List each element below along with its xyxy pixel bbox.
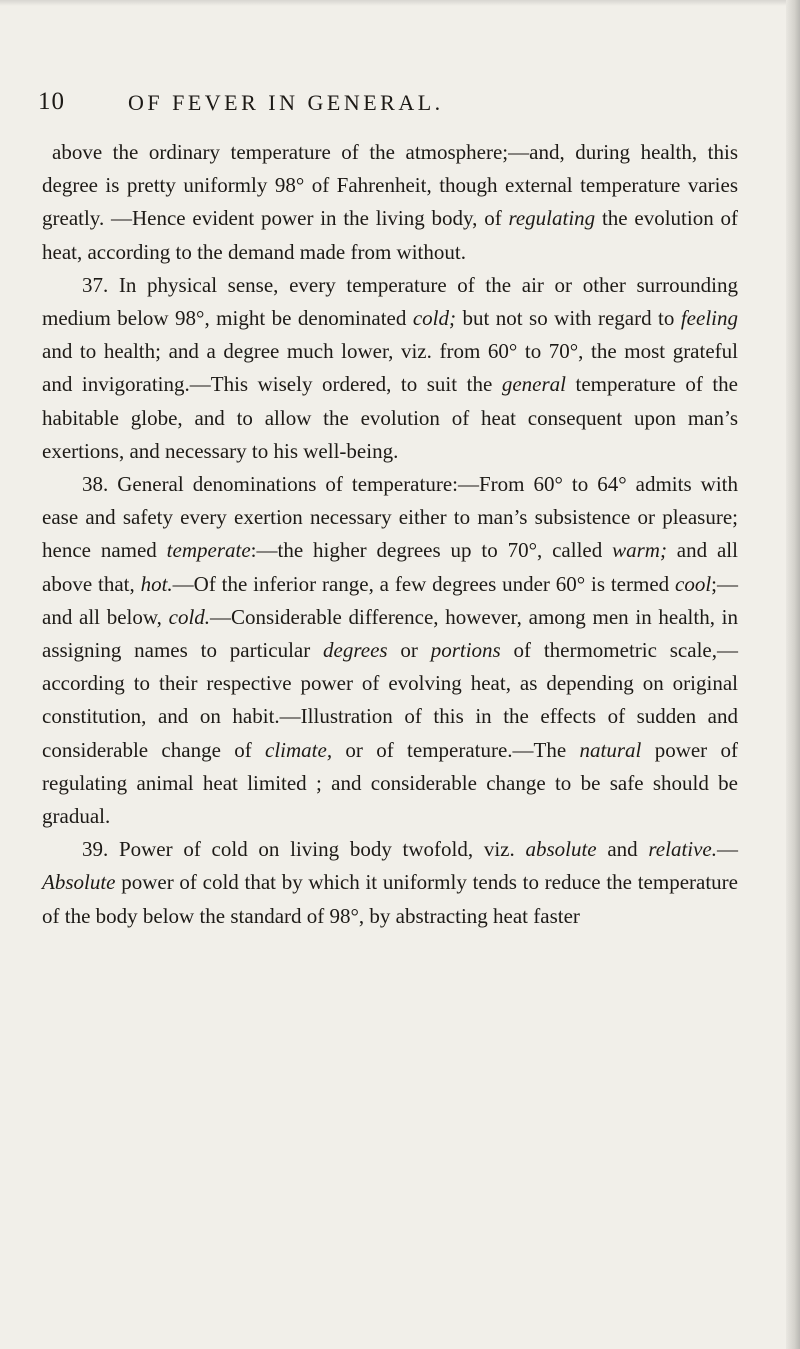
italic-text: relative. (648, 837, 717, 862)
text-run: — (717, 837, 738, 862)
italic-text: hot. (140, 571, 173, 596)
italic-text: climate, (265, 737, 333, 762)
text-run: temperature of the habitable globe, and to allow the evolution of heat consequent upon man’s exertions, and necessary to his well-being. (42, 372, 739, 463)
text-run: and (596, 837, 649, 862)
text-run: and to health; and a degree much lower, viz. from 60° to 70°, the most grateful and invigorating.—This wisely ordered, to suit the (42, 339, 738, 397)
italic-text: cool (675, 571, 712, 596)
text-run: or of temperature.—The (332, 737, 580, 762)
text-run: above the ordinary temperature of the atmosphere;—and, during health, this degree is pretty uniformly 98° of Fahrenheit, though external temperature varies greatly. —Hence evident power in the living body, of (42, 140, 738, 231)
italic-text: absolute (525, 837, 597, 862)
italic-text: degrees (323, 638, 388, 663)
page-right-edge (786, 0, 800, 1349)
text-run: :—the higher degrees up to 70°, called (250, 538, 613, 563)
italic-text: regulating (508, 206, 596, 231)
text-run: power of regulating animal heat limited ; and considerable change to be safe should be gradual. (42, 737, 738, 829)
page-top-edge (0, 0, 800, 6)
running-title: OF FEVER IN GENERAL. (128, 90, 444, 115)
text-run: but not so with regard to (456, 306, 681, 331)
body-text (42, 136, 738, 933)
italic-text: natural (579, 737, 642, 762)
italic-text: cold. (168, 604, 211, 629)
paragraph-38 (42, 468, 738, 833)
text-run: power of cold that by which it uniformly tends to reduce the temperature of the body below the standard of 98°, by abstracting heat faster (42, 870, 738, 928)
paragraph-39 (42, 833, 738, 933)
text-run: the evolution of heat, according to the demand made from without. (42, 206, 738, 264)
italic-text: feeling (680, 306, 738, 331)
italic-text: Absolute (42, 870, 116, 895)
text-run: —Of the inferior range, a few degrees under 60° is termed (172, 571, 675, 596)
italic-text: portions (430, 638, 501, 663)
text-run: ;—and all below, (42, 571, 738, 629)
italic-text: warm; (612, 538, 667, 563)
text-run: and all above that, (42, 538, 738, 596)
text-run: —Considerable difference, however, among men in health, in assigning names to particular (42, 604, 738, 663)
italic-text: general (501, 372, 566, 397)
text-run: of thermometric scale,—according to their respective power of evolving heat, as depending on original constitution, and on habit.—Illustration of this in the effects of sudden and considerable change of (42, 638, 738, 762)
italic-text: temperate (166, 538, 251, 563)
text-run: 37. In physical sense, every temperature of the air or other surrounding medium below 98°, might be denominated (42, 272, 738, 331)
text-run: 38. General denominations of temperature:—From 60° to 64° admits with ease and safety every exertion necessary either to man’s subsistence or pleasure; hence named (42, 472, 738, 563)
paragraph-37 (42, 269, 738, 468)
text-run: 39. Power of cold on living body twofold, viz. (82, 837, 526, 862)
paragraph-continuation (42, 136, 738, 269)
page-number: 10 (38, 88, 65, 115)
italic-text: cold; (412, 306, 456, 331)
page-header (38, 88, 738, 128)
text-run: or (387, 638, 431, 663)
